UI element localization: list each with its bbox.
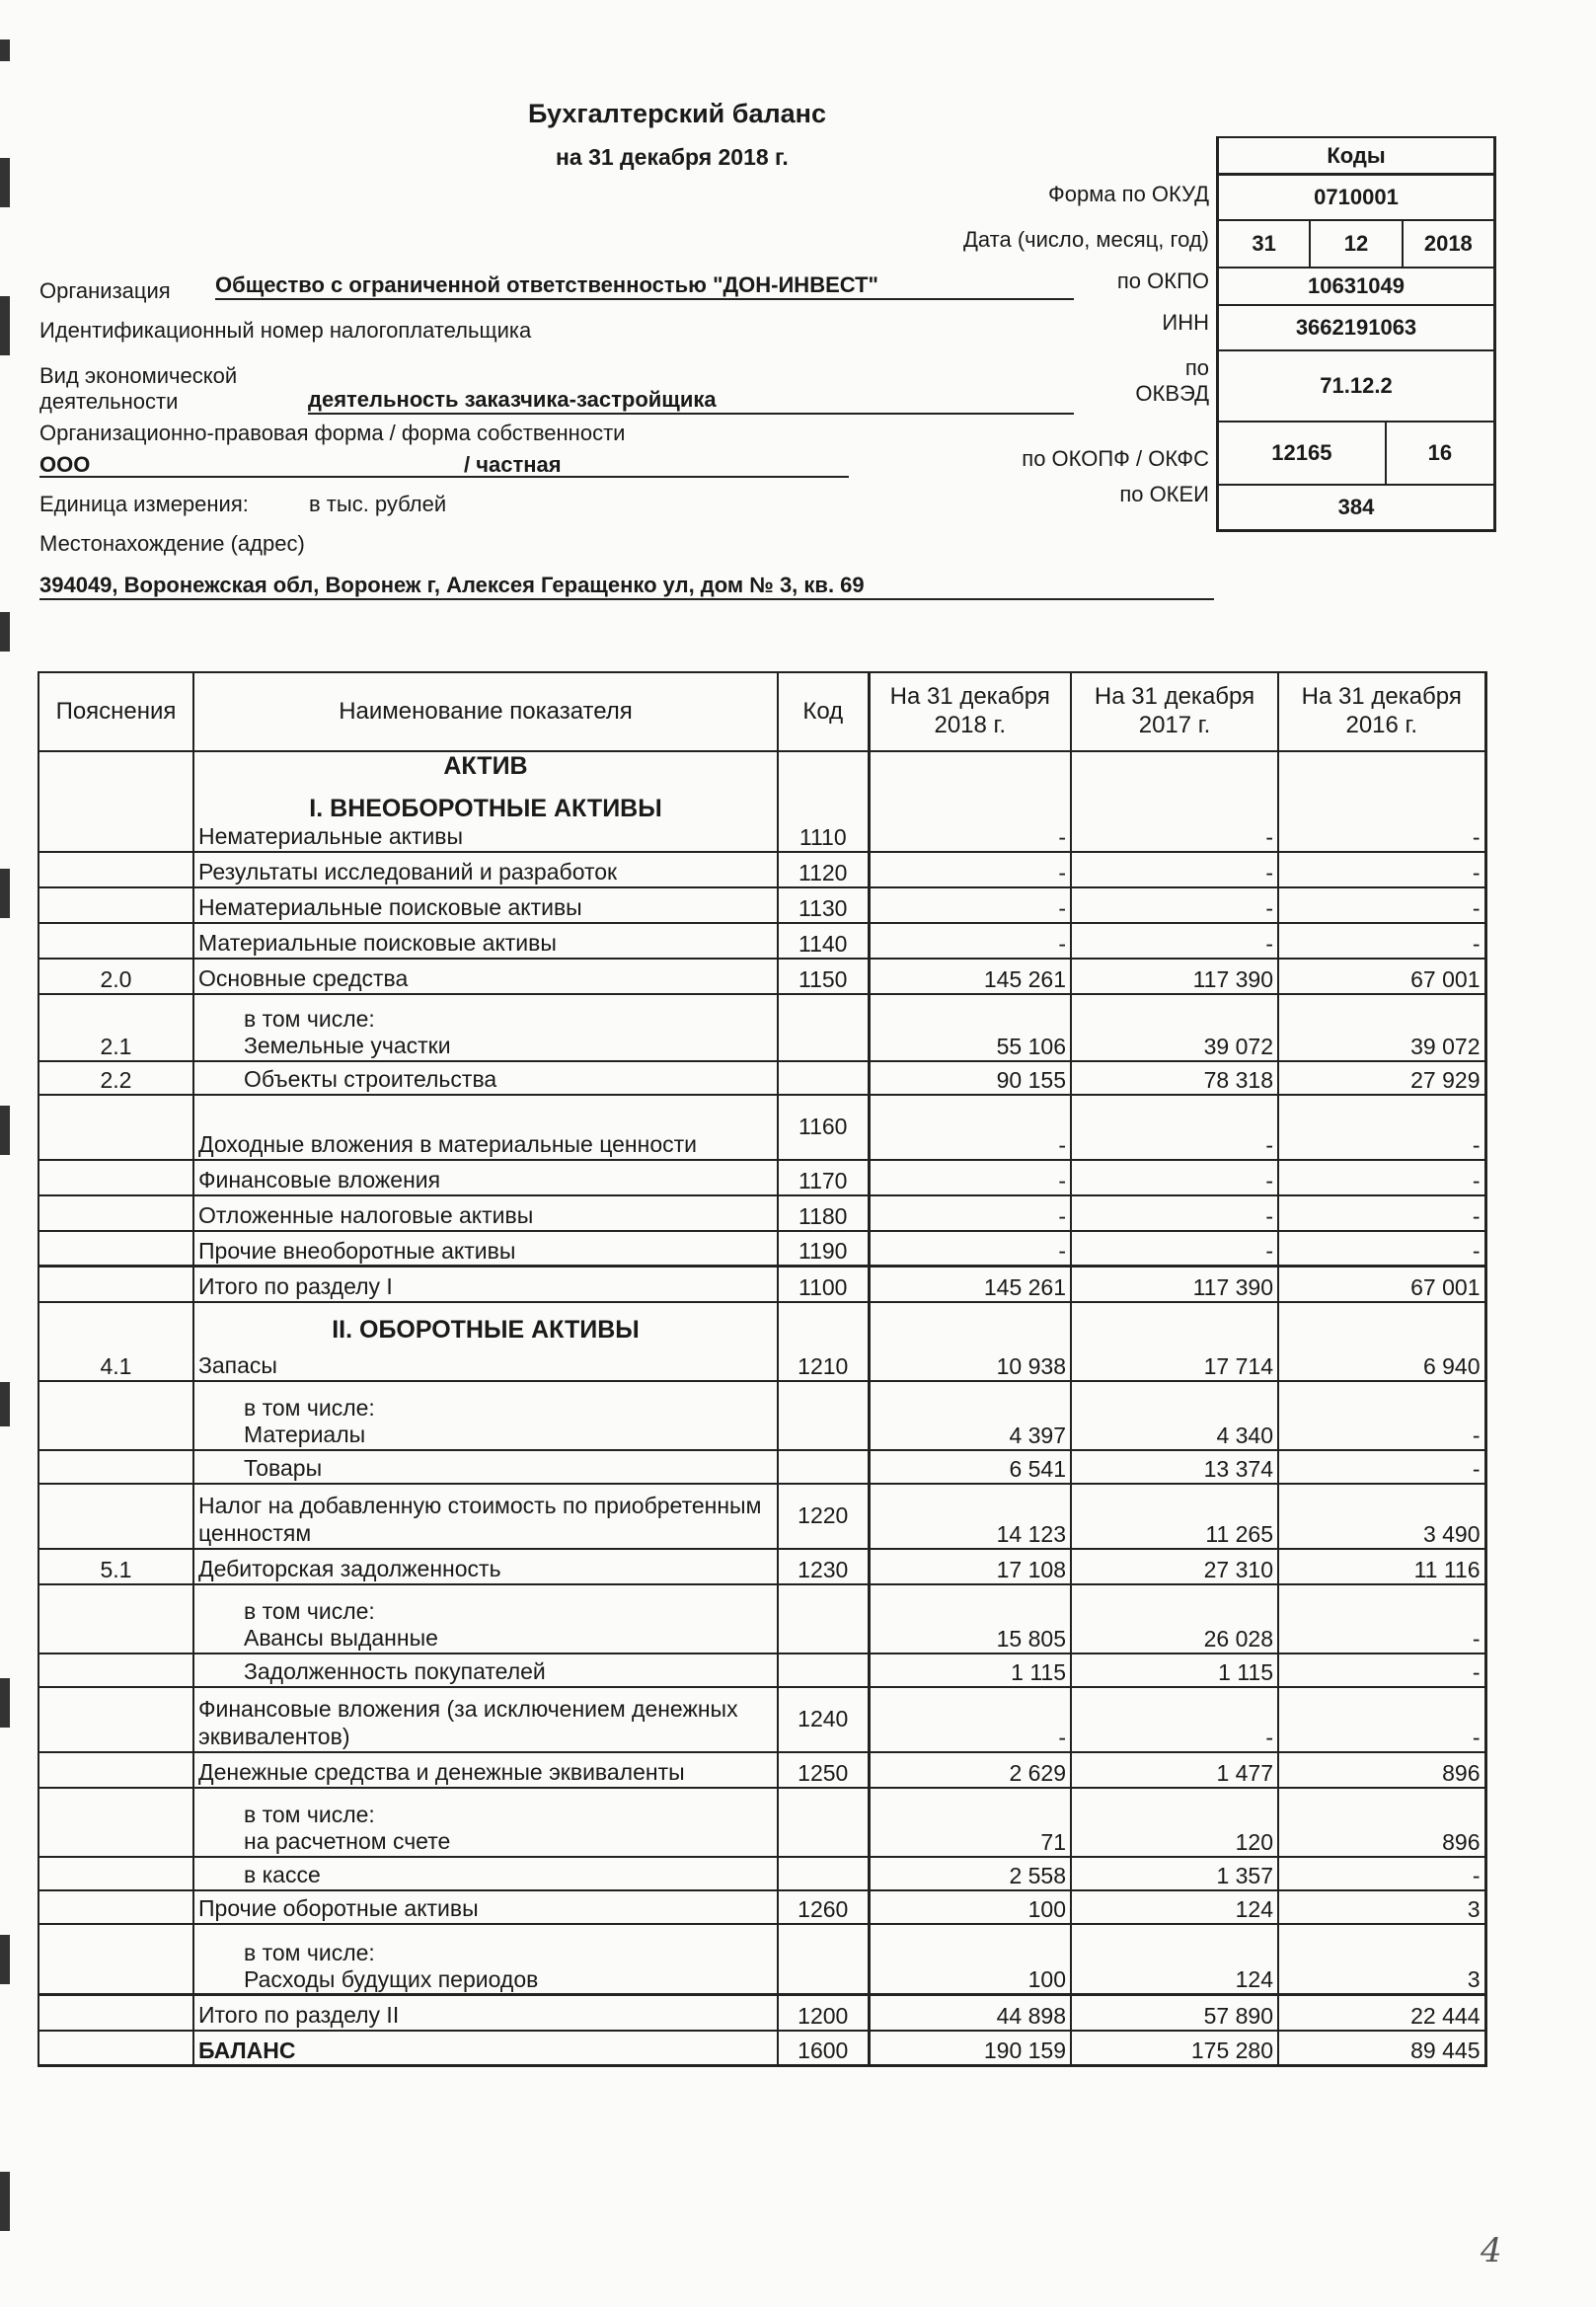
row-value-v16: 67 001 [1278, 1267, 1485, 1302]
inn-code-label: ИНН [1162, 310, 1209, 335]
row-name-cell [193, 1061, 778, 1095]
col-name: Наименование показателя [193, 672, 778, 751]
row-value-v18: - [869, 1195, 1071, 1231]
row-name: Итого по разделу II [198, 2002, 400, 2028]
binder-mark [0, 612, 10, 652]
unit-value: в тыс. рублей [309, 492, 447, 516]
row-value-v18: 2 558 [869, 1857, 1071, 1890]
row-code: 1140 [778, 923, 869, 959]
row-code [778, 1450, 869, 1484]
row-prefix: в том числе: [244, 1939, 375, 1965]
row-name-cell [193, 1752, 778, 1788]
binder-mark [0, 158, 10, 207]
col-code: Код [778, 672, 869, 751]
row-note [38, 1231, 193, 1267]
row-value-v16: 22 444 [1278, 1995, 1485, 2031]
row-name-cell [193, 1450, 778, 1484]
table-row [38, 1584, 1485, 1653]
table-row [38, 1857, 1485, 1890]
row-code [778, 994, 869, 1061]
date-values [1219, 219, 1493, 267]
row-value-v17: - [1071, 751, 1278, 852]
row-value-v17: - [1071, 1687, 1278, 1752]
row-value-v17: 117 390 [1071, 1267, 1278, 1302]
row-name-cell [193, 994, 778, 1061]
section-1-heading: I. ВНЕОБОРОТНЫЕ АКТИВЫ [309, 795, 662, 822]
row-value-v16: - [1278, 1095, 1485, 1160]
table-row [38, 1450, 1485, 1484]
row-value-v18: - [869, 751, 1071, 852]
row-name-cell [193, 1653, 778, 1687]
table-row [38, 1788, 1485, 1857]
row-value-v16: 39 072 [1278, 994, 1485, 1061]
table-row [38, 1995, 1485, 2031]
row-value-v18: 100 [869, 1890, 1071, 1924]
row-value-v16: - [1278, 1450, 1485, 1484]
row-code: 1250 [778, 1752, 869, 1788]
row-code [778, 1924, 869, 1995]
row-value-v16: - [1278, 1231, 1485, 1267]
binder-mark [0, 296, 10, 355]
table-row [38, 852, 1485, 887]
okpo-label: по ОКПО [1116, 269, 1209, 293]
date-year: 2018 [1402, 221, 1493, 267]
row-name: Итого по разделу I [198, 1273, 393, 1299]
org-name: Общество с ограниченной ответственностью "ДОН-ИНВЕСТ" [215, 272, 1074, 300]
row-name-cell [193, 1995, 778, 2031]
row-code [778, 1061, 869, 1095]
row-note: 2.1 [38, 994, 193, 1061]
activity-label-1: Вид экономической [39, 363, 238, 388]
row-value-v18: 2 629 [869, 1752, 1071, 1788]
table-row [38, 751, 1485, 852]
row-value-v18: 145 261 [869, 1267, 1071, 1302]
row-code: 1150 [778, 959, 869, 994]
ownership-value: / частная [464, 452, 562, 477]
row-value-v18: 4 397 [869, 1381, 1071, 1450]
row-name: Прочие оборотные активы [198, 1895, 479, 1921]
row-name: Запасы [198, 1352, 277, 1378]
binder-mark [0, 869, 10, 918]
row-name-cell [193, 923, 778, 959]
table-row [38, 1653, 1485, 1687]
inn-label: Идентификационный номер налогоплательщика [39, 318, 532, 343]
row-note [38, 1160, 193, 1195]
row-value-v18: 190 159 [869, 2031, 1071, 2066]
okopf-label: по ОКОПФ / ОКФС [1022, 446, 1209, 471]
address-value: 394049, Воронежская обл, Воронеж г, Алексея Геращенко ул, дом № 3, кв. 69 [39, 573, 1214, 600]
row-name-cell [193, 1584, 778, 1653]
okved-value: 71.12.2 [1219, 349, 1493, 421]
row-code [778, 1857, 869, 1890]
row-name-cell [193, 2031, 778, 2066]
row-name: Материалы [244, 1422, 366, 1447]
row-name-cell [193, 1924, 778, 1995]
row-value-v16: - [1278, 751, 1485, 852]
row-note [38, 2031, 193, 2066]
row-value-v16: - [1278, 1653, 1485, 1687]
row-name-cell [193, 1095, 778, 1160]
row-note [38, 923, 193, 959]
activity-value: деятельность заказчика-застройщика [308, 387, 1074, 415]
legal-form-label: Организационно-правовая форма / форма собственности [39, 421, 626, 445]
row-value-v18: 145 261 [869, 959, 1071, 994]
row-name: Основные средства [198, 965, 409, 991]
row-note [38, 887, 193, 923]
row-name: Авансы выданные [244, 1625, 438, 1651]
row-note: 5.1 [38, 1549, 193, 1584]
row-name: Финансовые вложения [198, 1167, 441, 1192]
row-value-v18: 44 898 [869, 1995, 1071, 2031]
row-value-v18: - [869, 923, 1071, 959]
row-name-cell [193, 1857, 778, 1890]
okopf-values [1219, 421, 1493, 484]
col-2018: На 31 декабря 2018 г. [869, 672, 1071, 751]
row-name: Прочие внеоборотные активы [198, 1237, 516, 1264]
okpo-value: 10631049 [1219, 267, 1493, 304]
row-code [778, 1584, 869, 1653]
codes-head: Коды [1219, 138, 1493, 174]
table-row [38, 1095, 1485, 1160]
codes-box [1216, 136, 1496, 532]
row-name-cell [193, 751, 778, 852]
page-title: Бухгалтерский баланс [528, 99, 826, 128]
row-note [38, 1195, 193, 1231]
table-row [38, 1195, 1485, 1231]
okved-label-1: по [1184, 355, 1209, 380]
row-code: 1160 [778, 1095, 869, 1160]
report-date: на 31 декабря 2018 г. [556, 144, 789, 170]
balance-table [38, 671, 1487, 2067]
row-note [38, 1095, 193, 1160]
row-value-v17: - [1071, 923, 1278, 959]
row-value-v18: 15 805 [869, 1584, 1071, 1653]
row-name: Нематериальные активы [198, 823, 464, 849]
row-name-cell [193, 1687, 778, 1752]
row-value-v16: - [1278, 1857, 1485, 1890]
row-note [38, 1924, 193, 1995]
row-code: 1120 [778, 852, 869, 887]
binder-mark [0, 1382, 10, 1426]
row-value-v17: 17 714 [1071, 1302, 1278, 1381]
row-code: 1200 [778, 1995, 869, 2031]
row-prefix: в том числе: [244, 1802, 375, 1827]
table-row [38, 1924, 1485, 1995]
row-value-v16: 3 [1278, 1890, 1485, 1924]
row-name: Дебиторская задолженность [198, 1556, 501, 1581]
row-code [778, 1788, 869, 1857]
row-code: 1220 [778, 1484, 869, 1549]
table-row [38, 994, 1485, 1061]
row-value-v16: - [1278, 923, 1485, 959]
row-name-cell [193, 1267, 778, 1302]
row-name: Результаты исследований и разработок [198, 859, 618, 884]
row-note [38, 1995, 193, 2031]
row-note [38, 1788, 193, 1857]
row-note [38, 1752, 193, 1788]
row-code: 1130 [778, 887, 869, 923]
table-row [38, 959, 1485, 994]
row-value-v18: 100 [869, 1924, 1071, 1995]
table-row [38, 887, 1485, 923]
okved-label-2: ОКВЭД [1135, 381, 1209, 406]
binder-mark [0, 1106, 10, 1155]
row-value-v17: 4 340 [1071, 1381, 1278, 1450]
row-code: 1240 [778, 1687, 869, 1752]
row-name: Расходы будущих периодов [244, 1965, 539, 1992]
okud-value: 0710001 [1219, 174, 1493, 219]
row-value-v17: 11 265 [1071, 1484, 1278, 1549]
row-value-v17: 124 [1071, 1924, 1278, 1995]
table-row [38, 1687, 1485, 1752]
okei-value: 384 [1219, 484, 1493, 529]
row-name: Земельные участки [244, 1033, 451, 1058]
table-row [38, 2031, 1485, 2066]
row-value-v18: 1 115 [869, 1653, 1071, 1687]
row-value-v17: - [1071, 852, 1278, 887]
row-value-v16: - [1278, 1584, 1485, 1653]
col-2017: На 31 декабря 2017 г. [1071, 672, 1278, 751]
row-code: 1230 [778, 1549, 869, 1584]
binder-mark [0, 1678, 10, 1728]
row-name: Доходные вложения в материальные ценности [198, 1131, 698, 1157]
row-name: на расчетном счете [244, 1828, 451, 1854]
row-value-v16: 3 [1278, 1924, 1485, 1995]
table-row [38, 1061, 1485, 1095]
row-value-v16: 27 929 [1278, 1061, 1485, 1095]
table-row [38, 1752, 1485, 1788]
row-value-v17: 1 477 [1071, 1752, 1278, 1788]
row-value-v17: 26 028 [1071, 1584, 1278, 1653]
row-value-v18: 10 938 [869, 1302, 1071, 1381]
row-name-cell [193, 1549, 778, 1584]
row-value-v18: 17 108 [869, 1549, 1071, 1584]
row-value-v16: 89 445 [1278, 2031, 1485, 2066]
row-value-v17: 27 310 [1071, 1549, 1278, 1584]
row-name-cell [193, 887, 778, 923]
row-value-v16: - [1278, 1160, 1485, 1195]
row-value-v17: 175 280 [1071, 2031, 1278, 2066]
table-row [38, 1231, 1485, 1267]
row-value-v17: 39 072 [1071, 994, 1278, 1061]
row-code: 1190 [778, 1231, 869, 1267]
row-value-v18: - [869, 1095, 1071, 1160]
row-value-v18: - [869, 1687, 1071, 1752]
binder-mark [0, 1935, 10, 1984]
row-name-cell [193, 1231, 778, 1267]
row-name: Денежные средства и денежные эквиваленты [198, 1759, 685, 1785]
table-row [38, 923, 1485, 959]
row-prefix: в том числе: [244, 1395, 375, 1421]
row-name: Финансовые вложения (за исключением денежных эквивалентов) [198, 1696, 738, 1749]
row-value-v16: - [1278, 1381, 1485, 1450]
date-label: Дата (число, месяц, год) [962, 227, 1209, 252]
row-note [38, 852, 193, 887]
row-value-v18: 55 106 [869, 994, 1071, 1061]
row-name: Материальные поисковые активы [198, 930, 557, 956]
date-month: 12 [1309, 221, 1401, 267]
row-value-v17: - [1071, 1231, 1278, 1267]
row-value-v16: 896 [1278, 1788, 1485, 1857]
row-name-cell [193, 1890, 778, 1924]
row-name: в кассе [244, 1862, 321, 1887]
row-value-v18: 6 541 [869, 1450, 1071, 1484]
row-value-v16: 896 [1278, 1752, 1485, 1788]
row-prefix: в том числе: [244, 1598, 375, 1624]
row-note [38, 1381, 193, 1450]
legal-form-underline [39, 476, 849, 478]
row-name-cell [193, 1788, 778, 1857]
row-value-v17: 1 357 [1071, 1857, 1278, 1890]
table-row [38, 1302, 1485, 1381]
okopf-value: 12165 [1271, 440, 1332, 465]
section-2-heading: II. ОБОРОТНЫЕ АКТИВЫ [332, 1316, 640, 1344]
section-asset-heading: АКТИВ [443, 752, 528, 780]
page-number: 4 [1481, 2231, 1502, 2270]
table-row [38, 1890, 1485, 1924]
okei-label: по ОКЕИ [1119, 482, 1209, 506]
row-code: 1210 [778, 1302, 869, 1381]
row-value-v16: 11 116 [1278, 1549, 1485, 1584]
table-header-row [38, 672, 1485, 751]
row-value-v18: - [869, 887, 1071, 923]
row-name-cell [193, 959, 778, 994]
row-note [38, 1890, 193, 1924]
row-name: Нематериальные поисковые активы [198, 894, 582, 920]
okud-label: Форма по ОКУД [1048, 182, 1209, 206]
row-value-v16: 3 490 [1278, 1484, 1485, 1549]
row-code: 1100 [778, 1267, 869, 1302]
row-value-v17: 117 390 [1071, 959, 1278, 994]
row-value-v18: 71 [869, 1788, 1071, 1857]
activity-label-2: деятельности [39, 389, 179, 414]
row-value-v18: - [869, 1160, 1071, 1195]
row-value-v17: 1 115 [1071, 1653, 1278, 1687]
row-value-v17: - [1071, 887, 1278, 923]
row-name-cell [193, 1160, 778, 1195]
row-code [778, 1653, 869, 1687]
table-row [38, 1381, 1485, 1450]
row-code: 1170 [778, 1160, 869, 1195]
row-value-v17: 57 890 [1071, 1995, 1278, 2031]
row-note [38, 1267, 193, 1302]
row-code [778, 1381, 869, 1450]
row-value-v17: - [1071, 1095, 1278, 1160]
row-value-v17: - [1071, 1160, 1278, 1195]
row-value-v18: 14 123 [869, 1484, 1071, 1549]
row-name-cell [193, 1381, 778, 1450]
table-row [38, 1484, 1485, 1549]
row-note [38, 1584, 193, 1653]
row-code: 1260 [778, 1890, 869, 1924]
row-value-v17: 124 [1071, 1890, 1278, 1924]
date-day: 31 [1252, 231, 1276, 256]
row-note [38, 1653, 193, 1687]
row-name-cell [193, 1302, 778, 1381]
inn-value: 3662191063 [1219, 304, 1493, 349]
row-value-v17: - [1071, 1195, 1278, 1231]
row-value-v16: 67 001 [1278, 959, 1485, 994]
row-note [38, 751, 193, 852]
row-note [38, 1687, 193, 1752]
row-name-cell [193, 852, 778, 887]
row-note: 2.0 [38, 959, 193, 994]
unit-label: Единица измерения: [39, 492, 249, 516]
okfs-value: 16 [1385, 423, 1493, 484]
legal-form-value: ООО [39, 452, 91, 477]
table-row [38, 1160, 1485, 1195]
row-code: 1110 [778, 751, 869, 852]
binder-mark [0, 2172, 10, 2231]
row-note: 2.2 [38, 1061, 193, 1095]
row-name: Задолженность покупателей [244, 1658, 546, 1684]
row-value-v17: 120 [1071, 1788, 1278, 1857]
row-name-cell [193, 1195, 778, 1231]
address-label: Местонахождение (адрес) [39, 531, 305, 556]
row-value-v17: 78 318 [1071, 1061, 1278, 1095]
row-name: БАЛАНС [198, 2037, 296, 2063]
row-note [38, 1450, 193, 1484]
row-code: 1180 [778, 1195, 869, 1231]
row-value-v16: - [1278, 1687, 1485, 1752]
col-2016: На 31 декабря 2016 г. [1278, 672, 1485, 751]
row-prefix: в том числе: [244, 1006, 375, 1032]
row-note [38, 1857, 193, 1890]
table-row [38, 1267, 1485, 1302]
table-row [38, 1549, 1485, 1584]
col-notes: Пояснения [38, 672, 193, 751]
row-value-v16: - [1278, 887, 1485, 923]
row-name: Налог на добавленную стоимость по приобретенным ценностям [198, 1493, 762, 1546]
row-value-v17: 13 374 [1071, 1450, 1278, 1484]
binder-mark [0, 39, 10, 61]
row-value-v16: - [1278, 852, 1485, 887]
row-name-cell [193, 1484, 778, 1549]
row-note: 4.1 [38, 1302, 193, 1381]
row-code: 1600 [778, 2031, 869, 2066]
row-name: Объекты строительства [244, 1066, 497, 1092]
row-value-v16: 6 940 [1278, 1302, 1485, 1381]
row-note [38, 1484, 193, 1549]
row-value-v18: 90 155 [869, 1061, 1071, 1095]
row-name: Отложенные налоговые активы [198, 1202, 534, 1228]
row-value-v16: - [1278, 1195, 1485, 1231]
row-value-v18: - [869, 852, 1071, 887]
org-label: Организация [39, 278, 171, 303]
row-value-v18: - [869, 1231, 1071, 1267]
row-name: Товары [244, 1455, 323, 1481]
